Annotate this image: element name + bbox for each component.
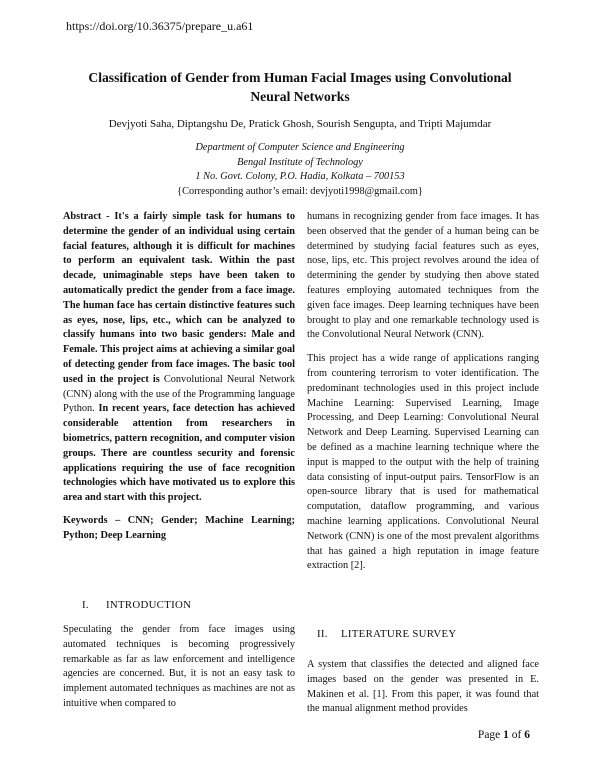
abstract — [63, 210, 295, 506]
department: Department of Computer Science and Engineering — [195, 142, 405, 153]
right-column — [307, 210, 539, 574]
abstract-text-1: Abstract - It's a fairly simple task for humans to determine the gender of an individual using certain facial features, although it is difficult for machines to perform an equivalent task. Within the past decade, unimaginable steps have been taken to automatically predict the gender from a face image. The human face has certain distinctive features such as eyes, nose, lips, etc., which can be analyzed to classify humans into two basic genders: Male and Female. This project aims at achieving a similar goal of detecting gender from face images. The basic tool used in the project is — [63, 211, 295, 385]
intro-continued-paragraph: humans in recognizing gender from face images. It has been observed that the gender of a human being can be determined by studying facial features such as eyes, nose, lips, etc. This project revolves around the idea of determining the gender by studying then above stated features employing automated techniques from the given face images. Deep learning techniques have been brought to play and one remarkable technology used is the Convolutional Neural Network (CNN). — [307, 211, 539, 341]
literature-survey-paragraph: A system that classifies the detected and aligned face images based on the gender was presented in E. Makinen et al. [1]. From this paper, it was found that the manual alignment method provides — [307, 659, 539, 715]
title-line-1: Classification of Gender from Human Facial Images using Convolutional — [88, 70, 512, 85]
author-list: Devjyoti Saha, Diptangshu De, Pratick Ghosh, Sourish Sengupta, and Tripti Majumdar — [108, 118, 492, 130]
current-page: 1 — [503, 729, 509, 741]
affiliation-block — [100, 141, 500, 199]
section-number: II. — [317, 628, 328, 640]
address: 1 No. Govt. Colony, P.O. Hadia, Kolkata – 700153 — [195, 171, 405, 182]
abstract-text-plain: Convolutional Neural Network (CNN) along with the use of the Programming language Python. — [63, 373, 295, 415]
section-title: LITERATURE SURVEY — [341, 628, 457, 640]
applications-paragraph: This project has a wide range of applications ranging from countering terrorism to voter identification. The predominant technologies used in this project include Machine Learning: Supervised Learning, Image Processing, and Deep Learning: Convolutional Neural Network and Deep Learning. Supervised Learning can be defined as a machine learning technique where the input is mapped to the output with the help of training data consisting of input-output pairs. TensorFlow is an open-source library that is used for mathematical computation, dataflow programming, and various machine learning applications. Convolutional Neural Network (CNN) is one of the most prevalent algorithms that has gained a high reputation in image feature extraction [2]. — [307, 353, 539, 572]
page-label: Page — [477, 729, 504, 741]
title-line-2: Neural Networks — [250, 89, 350, 104]
section-heading-introduction — [82, 599, 191, 611]
introduction-paragraph: Speculating the gender from face images using automated techniques is becoming progressively remarkable as far as law enforcement and intelligence agencies are concerned. But, it is not an easy task to implement automated techniques as machines are not as intuitive when compared to — [63, 624, 295, 709]
page-number — [478, 729, 530, 741]
section-title: INTRODUCTION — [106, 599, 192, 611]
keywords: Keywords – CNN; Gender; Machine Learning; Python; Deep Learning — [63, 514, 295, 541]
paper-title — [60, 68, 540, 106]
left-column — [63, 210, 295, 544]
abstract-text-2: In recent years, face detection has achieved considerable attention from researchers in biometrics, pattern recognition, and computer vision groups. There are countless security and forensic applications requiring the use of face recognition technologies which have motivated us to explore this area and start with this project. — [63, 403, 295, 504]
corresponding-email: {Corresponding author’s email: devjyoti1998@gmail.com} — [177, 185, 423, 197]
of-label: of — [508, 729, 525, 741]
section-heading-literature-survey — [317, 628, 457, 640]
institute: Bengal Institute of Technology — [237, 156, 363, 168]
doi-link[interactable]: https://doi.org/10.36375/prepare_u.a61 — [66, 19, 254, 33]
section-number: I. — [82, 599, 89, 611]
total-pages: 6 — [524, 729, 530, 741]
